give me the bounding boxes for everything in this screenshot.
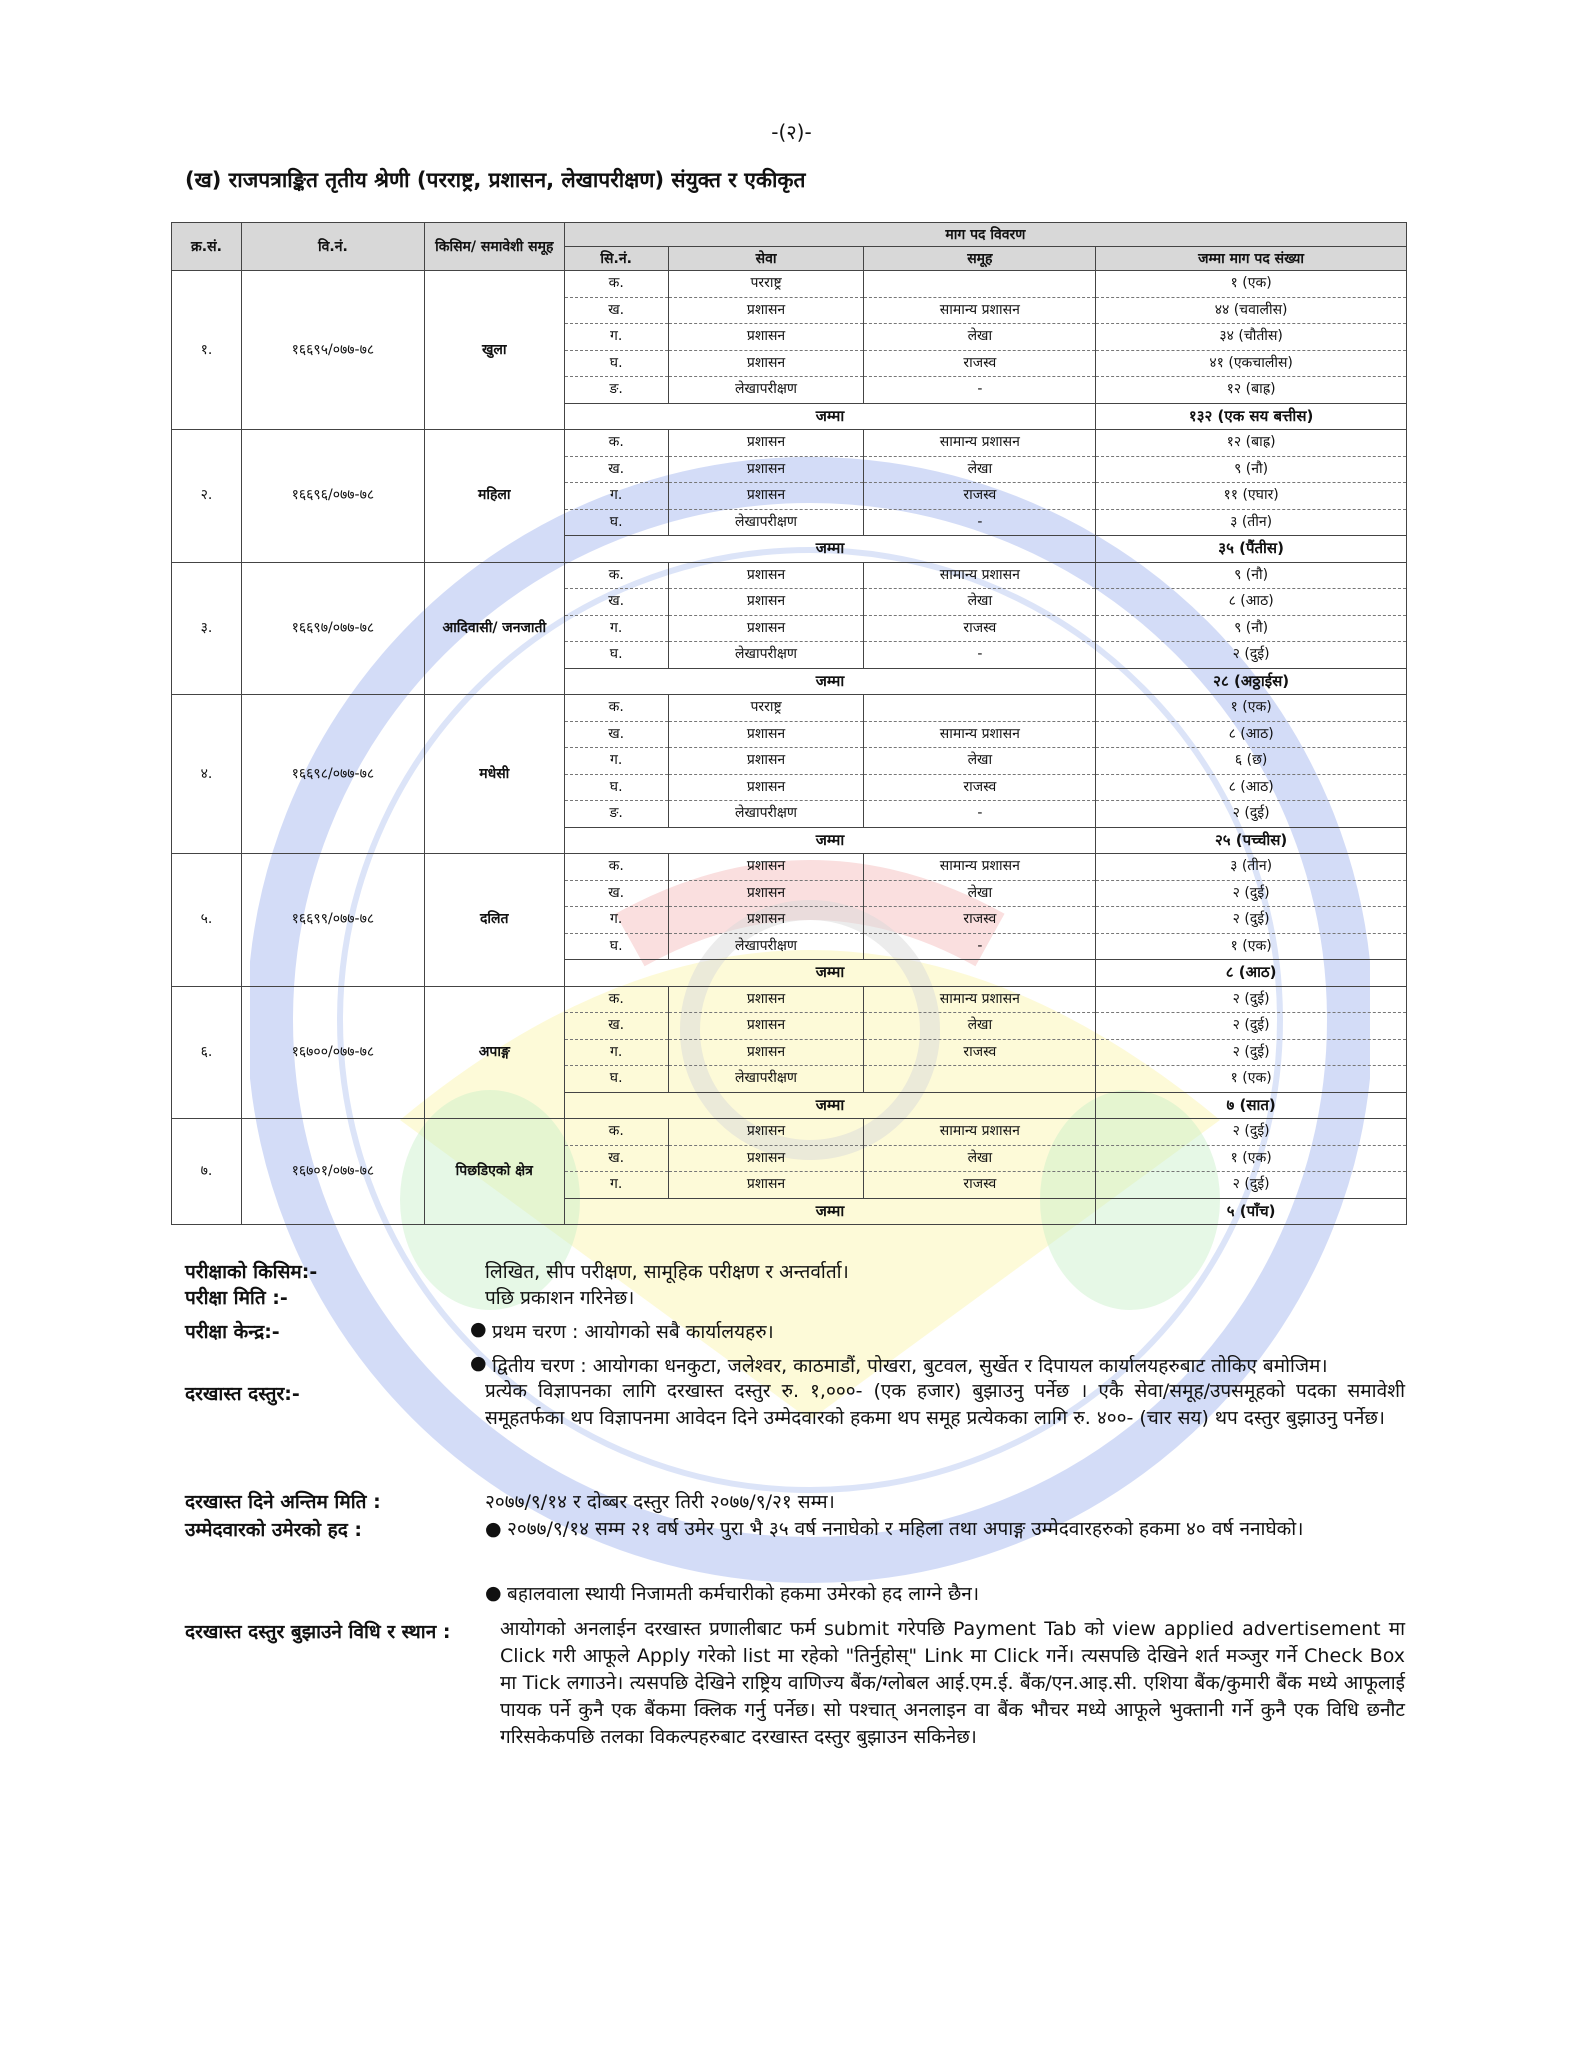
row-service: परराष्ट्र	[668, 695, 864, 722]
row-service: प्रशासन	[668, 615, 864, 642]
row-posts: ८ (आठ)	[1096, 589, 1407, 616]
total-label: जम्मा	[564, 827, 1096, 854]
fee-value: प्रत्येक विज्ञापनका लागि दरखास्त दस्तुर रु. १,०००- (एक हजार) बुझाउनु पर्नेछ । एकै सेवा/समूह/उपसमूहको पदका समावेशी समूहतर्फका थप विज्ञापनमा आवेदन दिने उम्मेदवारको हकमा थप समूह प्रत्येकका लागि रु. ४००- (चार सय) थप दस्तुर बुझाउनु पर्नेछ।	[485, 1380, 1405, 1429]
row-group: लेखा	[864, 880, 1096, 907]
row-service: प्रशासन	[668, 986, 864, 1013]
row-sub-sn: ग.	[564, 324, 668, 351]
row-posts: ३ (तीन)	[1096, 509, 1407, 536]
row-service: लेखापरीक्षण	[668, 933, 864, 960]
row-posts: २ (दुई)	[1096, 1039, 1407, 1066]
row-group: -	[864, 642, 1096, 669]
total-label: जम्मा	[564, 668, 1096, 695]
row-group: लेखा	[864, 748, 1096, 775]
age-label: उम्मेदवारको उमेरको हद :	[185, 1519, 362, 1541]
row-posts: ८ (आठ)	[1096, 721, 1407, 748]
row-group: लेखा	[864, 1013, 1096, 1040]
col-total-posts: जम्मा माग पद संख्या	[1096, 247, 1407, 271]
row-sub-sn: घ.	[564, 509, 668, 536]
row-group: लेखा	[864, 1145, 1096, 1172]
row-service: प्रशासन	[668, 297, 864, 324]
row-posts: ४४ (चवालीस)	[1096, 297, 1407, 324]
row-type: महिला	[424, 430, 564, 563]
row-type: मधेसी	[424, 695, 564, 854]
row-posts: ९ (नौ)	[1096, 562, 1407, 589]
row-group	[864, 695, 1096, 722]
page-number: -(२)-	[771, 120, 812, 144]
row-adv-no: १६६९५/०७७-७८	[241, 271, 424, 430]
row-posts: १ (एक)	[1096, 1145, 1407, 1172]
table-row	[172, 1119, 1407, 1146]
row-posts: १२ (बाह्र)	[1096, 430, 1407, 457]
row-group: लेखा	[864, 456, 1096, 483]
row-posts: १ (एक)	[1096, 695, 1407, 722]
row-sub-sn: घ.	[564, 933, 668, 960]
row-sub-sn: क.	[564, 695, 668, 722]
row-sub-sn: क.	[564, 854, 668, 881]
table-row	[172, 986, 1407, 1013]
total-label: जम्मा	[564, 536, 1096, 563]
row-group: सामान्य प्रशासन	[864, 562, 1096, 589]
row-posts: २ (दुई)	[1096, 1013, 1407, 1040]
row-sub-sn: ङ.	[564, 377, 668, 404]
row-posts: २ (दुई)	[1096, 1119, 1407, 1146]
row-service: प्रशासन	[668, 854, 864, 881]
row-adv-no: १६६९९/०७७-७८	[241, 854, 424, 987]
payment-value: आयोगको अनलाईन दरखास्त प्रणालीबाट फर्म submit गरेपछि Payment Tab को view applied advertisement मा Click गरी आफूले Apply गरेको list मा रहेको "तिर्नुहोस्" Link मा Click गर्ने। त्यसपछि देखिने शर्त मञ्जुर गर्ने Check Box मा Tick लगाउने। त्यसपछि देखिने राष्ट्रिय वाणिज्य बैंक/ग्लोबल आई.एम.ई. बैंक/एन.आइ.सी. एशिया बैंक/कुमारी बैंक मध्ये आफूलाई पायक पर्ने कुनै एक बैंकमा क्लिक गर्नु पर्नेछ। सो पश्चात् अनलाइन वा बैंक भौचर मध्ये आफूले भुक्तानी गर्ने कुनै एक विधि छनौट गरिसकेकपछि तलका विकल्पहरुबाट दरखास्त दस्तुर बुझाउन सकिनेछ।	[500, 1618, 1405, 1748]
age-rule-2: बहालवाला स्थायी निजामती कर्मचारीको हकमा उमेरको हद लाग्ने छैन।	[507, 1583, 980, 1605]
row-sn: ५.	[172, 854, 242, 987]
row-service: प्रशासन	[668, 1145, 864, 1172]
row-service: प्रशासन	[668, 1172, 864, 1199]
row-sn: २.	[172, 430, 242, 563]
row-group: -	[864, 377, 1096, 404]
row-adv-no: १६७०१/०७७-७८	[241, 1119, 424, 1225]
age-rule-1: २०७७/९/१४ सम्म २१ वर्ष उमेर पुरा भै ३५ वर्ष ननाघेको र महिला तथा अपाङ्ग उम्मेदवारहरुको हकमा ४० वर्ष ननाघेको।	[507, 1518, 1304, 1540]
row-posts: २ (दुई)	[1096, 642, 1407, 669]
row-posts: १ (एक)	[1096, 1066, 1407, 1093]
total-value: ५ (पाँच)	[1096, 1198, 1407, 1225]
table-body	[172, 271, 1407, 1225]
row-sub-sn: घ.	[564, 642, 668, 669]
row-posts: १२ (बाह्र)	[1096, 377, 1407, 404]
row-service: प्रशासन	[668, 1119, 864, 1146]
row-sub-sn: घ.	[564, 1066, 668, 1093]
total-label: जम्मा	[564, 960, 1096, 987]
row-sn: ४.	[172, 695, 242, 854]
row-posts: ११ (एघार)	[1096, 483, 1407, 510]
row-type: खुला	[424, 271, 564, 430]
row-group: लेखा	[864, 589, 1096, 616]
row-group: राजस्व	[864, 1172, 1096, 1199]
row-sn: १.	[172, 271, 242, 430]
row-sub-sn: ग.	[564, 907, 668, 934]
exam-date-label: परीक्षा मिति :-	[185, 1287, 288, 1309]
total-label: जम्मा	[564, 1092, 1096, 1119]
row-service: प्रशासन	[668, 748, 864, 775]
row-sub-sn: घ.	[564, 774, 668, 801]
row-sub-sn: क.	[564, 1119, 668, 1146]
row-sub-sn: ख.	[564, 1013, 668, 1040]
col-sn: क्र.सं.	[172, 223, 242, 271]
row-sub-sn: घ.	[564, 350, 668, 377]
bullet-icon: ●	[485, 1582, 502, 1604]
row-type: आदिवासी/ जनजाती	[424, 562, 564, 695]
posts-table	[171, 222, 1407, 1225]
row-service: प्रशासन	[668, 350, 864, 377]
row-sub-sn: ग.	[564, 748, 668, 775]
row-posts: ३४ (चौतीस)	[1096, 324, 1407, 351]
row-posts: १ (एक)	[1096, 933, 1407, 960]
col-group: समूह	[864, 247, 1096, 271]
row-sub-sn: ग.	[564, 483, 668, 510]
row-service: प्रशासन	[668, 721, 864, 748]
row-sub-sn: ङ.	[564, 801, 668, 828]
row-adv-no: १६६९७/०७७-७८	[241, 562, 424, 695]
row-group: राजस्व	[864, 615, 1096, 642]
row-sub-sn: ख.	[564, 456, 668, 483]
total-label: जम्मा	[564, 1198, 1096, 1225]
row-group: राजस्व	[864, 350, 1096, 377]
col-service: सेवा	[668, 247, 864, 271]
row-sn: ७.	[172, 1119, 242, 1225]
row-service: परराष्ट्र	[668, 271, 864, 298]
row-sub-sn: ख.	[564, 880, 668, 907]
bullet-icon: ●	[485, 1518, 502, 1540]
table-row	[172, 562, 1407, 589]
payment-label: दरखास्त दस्तुर बुझाउने विधि र स्थान :	[185, 1621, 451, 1643]
row-sub-sn: क.	[564, 562, 668, 589]
row-group: राजस्व	[864, 1039, 1096, 1066]
row-service: लेखापरीक्षण	[668, 377, 864, 404]
row-posts: २ (दुई)	[1096, 907, 1407, 934]
table-row	[172, 854, 1407, 881]
row-group: राजस्व	[864, 907, 1096, 934]
fee-label: दरखास्त दस्तुर:-	[185, 1383, 300, 1405]
row-group: सामान्य प्रशासन	[864, 854, 1096, 881]
col-demand: माग पद विवरण	[564, 223, 1406, 247]
col-sub-sn: सि.नं.	[564, 247, 668, 271]
exam-type-value: लिखित, सीप परीक्षण, सामूहिक परीक्षण र अन्तर्वार्ता।	[485, 1261, 849, 1283]
total-value: २८ (अठ्ठाईस)	[1096, 668, 1407, 695]
row-group: सामान्य प्रशासन	[864, 430, 1096, 457]
row-service: प्रशासन	[668, 430, 864, 457]
row-service: प्रशासन	[668, 1013, 864, 1040]
row-group	[864, 271, 1096, 298]
row-posts: २ (दुई)	[1096, 880, 1407, 907]
row-service: लेखापरीक्षण	[668, 1066, 864, 1093]
row-posts: २ (दुई)	[1096, 801, 1407, 828]
row-type: पिछडिएको क्षेत्र	[424, 1119, 564, 1225]
row-group: सामान्य प्रशासन	[864, 986, 1096, 1013]
row-posts: ३ (तीन)	[1096, 854, 1407, 881]
row-sub-sn: ग.	[564, 615, 668, 642]
exam-type-label: परीक्षाको किसिम:-	[185, 1261, 318, 1283]
row-service: प्रशासन	[668, 456, 864, 483]
col-adv-no: वि.नं.	[241, 223, 424, 271]
row-posts: ८ (आठ)	[1096, 774, 1407, 801]
row-adv-no: १६७००/०७७-७८	[241, 986, 424, 1119]
table-row	[172, 695, 1407, 722]
row-group: सामान्य प्रशासन	[864, 1119, 1096, 1146]
row-group: -	[864, 801, 1096, 828]
total-label: जम्मा	[564, 403, 1096, 430]
row-posts: २ (दुई)	[1096, 986, 1407, 1013]
row-group: -	[864, 509, 1096, 536]
row-service: प्रशासन	[668, 880, 864, 907]
row-sub-sn: ग.	[564, 1172, 668, 1199]
row-group: लेखा	[864, 324, 1096, 351]
row-sub-sn: ख.	[564, 297, 668, 324]
deadline-label: दरखास्त दिने अन्तिम मिति :	[185, 1491, 381, 1513]
row-sub-sn: ख.	[564, 721, 668, 748]
row-service: प्रशासन	[668, 324, 864, 351]
row-sn: ६.	[172, 986, 242, 1119]
row-sub-sn: क.	[564, 986, 668, 1013]
row-sub-sn: ख.	[564, 589, 668, 616]
row-service: प्रशासन	[668, 483, 864, 510]
row-service: प्रशासन	[668, 589, 864, 616]
row-group	[864, 1066, 1096, 1093]
bullet-icon: ●	[470, 1318, 487, 1340]
row-posts: ९ (नौ)	[1096, 456, 1407, 483]
row-adv-no: १६६९८/०७७-७८	[241, 695, 424, 854]
total-value: १३२ (एक सय बत्तीस)	[1096, 403, 1407, 430]
row-sub-sn: ग.	[564, 1039, 668, 1066]
total-value: ७ (सात)	[1096, 1092, 1407, 1119]
row-group: -	[864, 933, 1096, 960]
row-posts: २ (दुई)	[1096, 1172, 1407, 1199]
total-value: ३५ (पैंतीस)	[1096, 536, 1407, 563]
deadline-value: २०७७/९/१४ र दोब्बर दस्तुर तिरी २०७७/९/२१ सम्म।	[485, 1491, 835, 1513]
row-posts: १ (एक)	[1096, 271, 1407, 298]
row-service: प्रशासन	[668, 907, 864, 934]
row-group: राजस्व	[864, 774, 1096, 801]
exam-center-label: परीक्षा केन्द्र:-	[185, 1321, 280, 1343]
exam-date-value: पछि प्रकाशन गरिनेछ।	[485, 1287, 635, 1309]
exam-center-1: प्रथम चरण : आयोगको सबै कार्यालयहरु।	[492, 1321, 774, 1343]
table-row	[172, 430, 1407, 457]
total-value: २५ (पच्चीस)	[1096, 827, 1407, 854]
row-posts: ९ (नौ)	[1096, 615, 1407, 642]
row-group: सामान्य प्रशासन	[864, 721, 1096, 748]
row-posts: ४१ (एकचालीस)	[1096, 350, 1407, 377]
col-type: किसिम/ समावेशी समूह	[424, 223, 564, 271]
row-sub-sn: क.	[564, 271, 668, 298]
row-adv-no: १६६९६/०७७-७८	[241, 430, 424, 563]
row-service: प्रशासन	[668, 562, 864, 589]
row-posts: ६ (छ)	[1096, 748, 1407, 775]
row-service: प्रशासन	[668, 774, 864, 801]
row-group: सामान्य प्रशासन	[864, 297, 1096, 324]
row-service: लेखापरीक्षण	[668, 801, 864, 828]
row-type: दलित	[424, 854, 564, 987]
row-group: राजस्व	[864, 483, 1096, 510]
section-title: (ख) राजपत्राङ्कित तृतीय श्रेणी (परराष्ट्र, प्रशासन, लेखापरीक्षण) संयुक्त र एकीकृत	[185, 168, 806, 192]
row-sn: ३.	[172, 562, 242, 695]
total-value: ८ (आठ)	[1096, 960, 1407, 987]
row-service: लेखापरीक्षण	[668, 509, 864, 536]
exam-center-2: द्वितीय चरण : आयोगका धनकुटा, जलेश्वर, काठमाडौं, पोखरा, बुटवल, सुर्खेत र दिपायल कार्यालयहरुबाट तोकिए बमोजिम।	[492, 1355, 1328, 1377]
bullet-icon: ●	[470, 1352, 487, 1374]
row-service: लेखापरीक्षण	[668, 642, 864, 669]
row-sub-sn: ख.	[564, 1145, 668, 1172]
row-service: प्रशासन	[668, 1039, 864, 1066]
row-type: अपाङ्ग	[424, 986, 564, 1119]
row-sub-sn: क.	[564, 430, 668, 457]
table-row	[172, 271, 1407, 298]
